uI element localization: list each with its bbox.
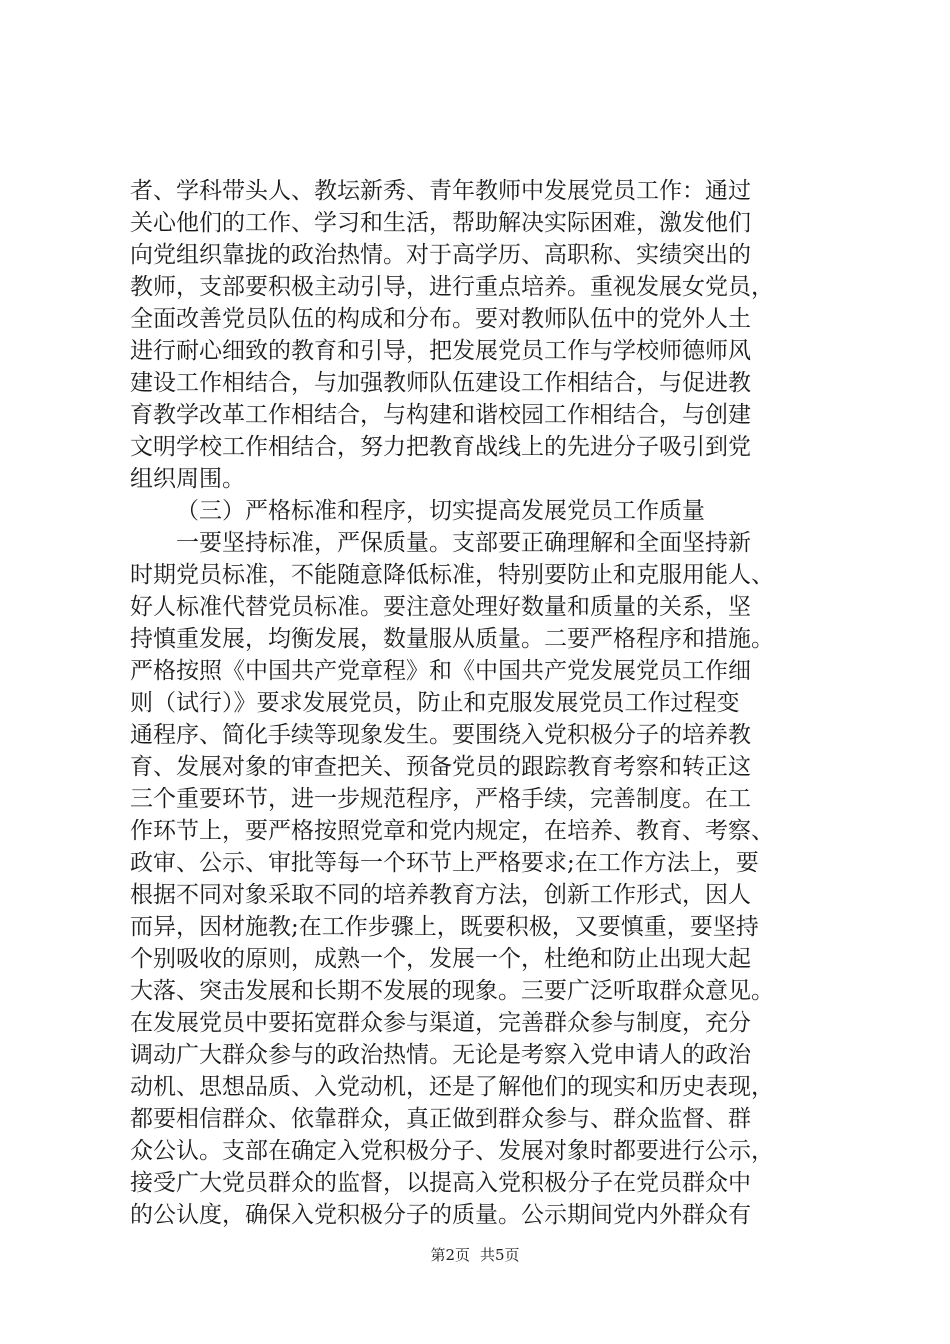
text-line: 而异，因材施教;在工作步骤上，既要积极，又要慎重，要坚持 <box>130 914 759 940</box>
text-line: 政审、公示、审批等每一个环节上严格要求;在工作方法上，要 <box>130 850 759 876</box>
text-line: 一要坚持标准，严保质量。支部要正确理解和全面坚持新 <box>176 530 751 556</box>
text-line: 则（试行）》要求发展党员，防止和克服发展党员工作过程变 <box>130 690 740 716</box>
page-number: 第2页 <box>430 1246 470 1264</box>
text-line: 建设工作相结合，与加强教师队伍建设工作相结合，与促进教 <box>130 370 751 396</box>
text-line: 在发展党员中要拓宽群众参与渠道，完善群众参与制度，充分 <box>130 1010 751 1036</box>
text-line: 进行耐心细致的教育和引导，把发展党员工作与学校师德师风 <box>130 338 751 364</box>
text-line: 个别吸收的原则，成熟一个，发展一个，杜绝和防止出现大起 <box>130 946 751 972</box>
text-line: 关心他们的工作、学习和生活，帮助解决实际困难，激发他们 <box>130 210 751 236</box>
text-line: 调动广大群众参与的政治热情。无论是考察入党申请人的政治 <box>130 1042 751 1068</box>
text-line: 的公认度，确保入党积极分子的质量。公示期间党内外群众有 <box>130 1202 751 1228</box>
page-total: 共5页 <box>480 1246 520 1264</box>
text-line: 众公认。支部在确定入党积极分子、发展对象时都要进行公示， <box>130 1138 774 1164</box>
text-line: 严格按照《中国共产党章程》和《中国共产党发展党员工作细 <box>130 658 751 684</box>
text-line: 文明学校工作相结合，努力把教育战线上的先进分子吸引到党 <box>130 434 751 460</box>
text-line: 三个重要环节，进一步规范程序，严格手续，完善制度。在工 <box>130 786 751 812</box>
text-line: 全面改善党员队伍的构成和分布。要对教师队伍中的党外人土 <box>130 306 751 332</box>
document-body <box>130 175 830 1231</box>
text-line: 通程序、简化手续等现象发生。要围绕入党积极分子的培养教 <box>130 722 751 748</box>
text-line: 组织周围。 <box>130 466 245 492</box>
text-line: 根据不同对象采取不同的培养教育方法，创新工作形式，因人 <box>130 882 751 908</box>
text-line: 持慎重发展，均衡发展，数量服从质量。二要严格程序和措施。 <box>130 626 774 652</box>
text-line: 接受广大党员群众的监督，以提高入党积极分子在党员群众中 <box>130 1170 751 1196</box>
text-line: 者、学科带头人、教坛新秀、青年教师中发展党员工作：通过 <box>130 178 751 204</box>
text-line: 都要相信群众、依靠群众，真正做到群众参与、群众监督、群 <box>130 1106 751 1132</box>
section-heading: （三）严格标准和程序，切实提高发展党员工作质量 <box>176 498 705 524</box>
page-footer <box>0 1245 950 1265</box>
text-line: 好人标准代替党员标准。要注意处理好数量和质量的关系，坚 <box>130 594 751 620</box>
text-line: 育、发展对象的审查把关、预备党员的跟踪教育考察和转正这 <box>130 754 751 780</box>
text-line: 作环节上，要严格按照党章和党内规定，在培养、教育、考察、 <box>130 818 774 844</box>
text-line: 大落、突击发展和长期不发展的现象。三要广泛听取群众意见。 <box>130 978 774 1004</box>
text-line: 时期党员标准，不能随意降低标准，特别要防止和克服用能人、 <box>130 562 774 588</box>
text-line: 育教学改革工作相结合，与构建和谐校园工作相结合，与创建 <box>130 402 751 428</box>
text-line: 向党组织靠拢的政治热情。对于高学历、高职称、实绩突出的 <box>130 242 751 268</box>
text-line: 教师，支部要积极主动引导，进行重点培养。重视发展女党员， <box>130 274 774 300</box>
text-line: 动机、思想品质、入党动机，还是了解他们的现实和历史表现， <box>130 1074 774 1100</box>
